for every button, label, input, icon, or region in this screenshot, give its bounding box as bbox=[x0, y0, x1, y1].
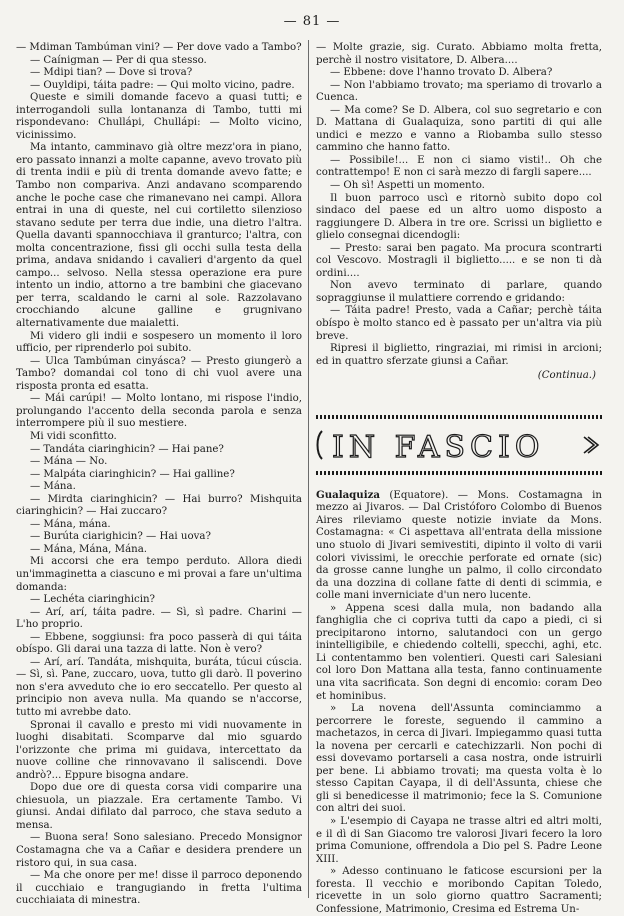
paragraph: Non avevo terminato di parlare, quando sopraggiunse il mulattiere correndo e gridando: bbox=[316, 280, 602, 304]
paragraph: Ma intanto, camminavo già oltre mezz'ora in piano, ero passato innanzi a molte capanne, avevo trovato più di trenta indii e più di trenta domande avevo fatte; e Tambo non compariva. Anzi andavano scomparendo anche le poche case che rimanevano nei campi. Allora entrai in una di queste, nel cui cortiletto silenzioso stavano sedute per terra due indie, una dietro l'altra. Quella davanti spannocchiava il granturco; l'altra, con molta concentrazione, fissi gli occhi sulla testa della prima, andava snidando i cavalieri d'argento da quel campo... selvoso. Nella stessa operazione era pure intento un indio, attorno a tre bambini che giacevano per terra, scaldando le carni al sole. Razzolavano crocchiando alcune galline e grugnivano alternativamente due maialetti. bbox=[16, 142, 302, 330]
dialogue-line: — Mána — No. bbox=[30, 456, 108, 468]
news-paragraph: » La novena dell'Assunta cominciammo a percorrere le foreste, seguendo il cammino a machetazos, in cerca di Jivari. Impiegammo quasi tutta la novena per cercarli e catechizzarli. Non pochi di essi dovevamo portarseli a casa nostra, onde istruirli per bene. Li abbiamo trovati; ma questa volta è lo stesso Capitan Cayapa, il di dell'Assunta, chiese che gli si benedicesse il matrimonio; fece la S. Comunione con altri dei suoi. bbox=[316, 703, 602, 815]
dialogue-line: — Buona sera! Sono salesiano. Precedo Monsignor Costamagna che va a Cañar e desidera prendere un ristoro qui, in sua casa. bbox=[16, 832, 302, 869]
dialogue-line: — Mdiman Tambúman vini? — Per dove vado a Tambo? bbox=[16, 42, 302, 53]
dialogue-line: — Mána, mána. bbox=[30, 518, 111, 530]
left-column bbox=[16, 42, 302, 908]
dialogue-line: — Caínigman — Per di qua stesso. bbox=[30, 54, 207, 66]
news-heading: Gualaquiza bbox=[316, 488, 380, 501]
dialogue-line: — Burúta ciarighicin? — Hai uova? bbox=[30, 531, 211, 543]
paragraph: Mi accorsi che era tempo perduto. Allora diedi un'immaginetta a ciascuno e mi provai a fare un'ultima domanda: bbox=[16, 556, 302, 593]
paragraph: Dopo due ore di questa corsa vidi comparire una chiesuola, un piazzale. Era certamente Tambo. Vi giunsi. Andai difilato dal parroco, che stava seduto a mensa. bbox=[16, 782, 302, 831]
dialogue-line: — Oh sì! Aspetti un momento. bbox=[330, 180, 485, 192]
paragraph: Queste e simili domande facevo a quasi tutti; e interrogandoli sulla lontananza di Tambo, tutti mi rispondevano: Chullápi, Chullápi: — Molto vicino, vicinissimo. bbox=[16, 92, 302, 141]
dialogue-line: — Ma che onore per me! disse il parroco deponendo il cucchiaio e trangugiando in fretta l'ultima cucchiaiata di minestra. bbox=[16, 870, 302, 907]
dialogue-line: — Táita padre! Presto, vada a Cañar; perchè táita obíspo è molto stanco ed è passato per un'altra via più breve. bbox=[316, 305, 602, 342]
column-divider bbox=[308, 40, 309, 898]
paragraph: Mi videro gli indii e sospesero un momento il loro ufficio, per riprenderlo poi subito. bbox=[16, 330, 302, 355]
dialogue-line: — Ma come? Se D. Albera, col suo segretario e con D. Mattana di Gualaquiza, sono partiti di qui alle undici e mezzo e vanno a Riobamba sullo stesso cammino che hanno fatto. bbox=[316, 104, 602, 154]
dialogue-line: — Ulca Tambúman cinyásca? — Presto giungerò a Tambo? domandai col tono di chi vuol avere una risposta pronta ed esatta. bbox=[16, 355, 302, 392]
dialogue-line: — Ebbene: dove l'hanno trovato D. Albera? bbox=[330, 67, 553, 79]
page-number: — 81 — bbox=[283, 14, 341, 29]
dialogue-line: — Tandáta ciaringhicin? — Hai pane? bbox=[30, 443, 224, 455]
news-paragraph: » L'esempio di Cayapa ne trasse altri ed altri molti, e il dì di San Giacomo tre valorosi Jivari fecero la loro prima Comunione, offrendola a Dio pel S. Padre Leone XIII. bbox=[316, 815, 602, 865]
news-lead: (Equatore). — Mons. Costamagna in mezzo ai Jivaros. — Dal Cristóforo Colombo di Buenos Aires rileviamo queste notizie inviate da Mons. Costamagna: « Ci aspettava all'entrata della missione uno stuolo di Jivari semivestiti, dipinto il volto di varii colori vivissimi, le orecchie perforate ed ornate (sic) da grosse canne lunghe un palmo, il collo circondato da una dozzina di collane fatte di denti di scimmia, e colle mani inverniciate d'un nero lucente. bbox=[316, 489, 602, 602]
section-banner bbox=[316, 411, 602, 481]
continua-note: (Continua.) bbox=[537, 370, 596, 382]
dialogue-line: — Molte grazie, sig. Curato. Abbiamo molta fretta, perchè il nostro visitatore, D. Albera.... bbox=[316, 42, 602, 66]
dialogue-line: — Mána, Mána, Mána. bbox=[30, 543, 148, 555]
news-paragraph: » Adesso continuano le faticose escursioni per la foresta. Il vecchio e moribondo Capitan Toledo, ricevette in un solo giorno quattro Sacramenti; Confessione, Matrimonio, Cresima ed Estrema Un- bbox=[316, 866, 602, 915]
paragraph: Spronai il cavallo e presto mi vidi nuovamente in luoghi disabitati. Scomparve dal mio sguardo l'orizzonte che prima mi guidava, intercettato da nuove colline che rinnovavano il saliscendi. Dove andrò?... Eppure bisogna andare. bbox=[16, 719, 302, 781]
news-item bbox=[316, 489, 602, 603]
dialogue-line: — Presto: sarai ben pagato. Ma procura scontrarti col Vescovo. Mostragli il biglietto..... e se non ti dà ordini.... bbox=[316, 242, 602, 279]
dialogue-line: — Malpáta ciaringhicin? — Hai galline? bbox=[30, 468, 235, 480]
dialogue-line: — Mdipi tian? — Dove si trova? bbox=[30, 67, 193, 79]
right-column bbox=[316, 42, 602, 916]
dialogue-line: — Non l'abbiamo trovato; ma speriamo di trovarlo a Cuenca. bbox=[316, 79, 602, 104]
dialogue-line: — Arí, arí. Tandáta, mishquita, buráta, túcui cúscia. — Sì, sì. Pane, zuccaro, uova, tutto gli darò. Il poverino non s'era avveduto che io ero seccatello. Per questo al principio non aveva nulla. Ma quando se n'accorse, tutto mi avrebbe dato. bbox=[16, 656, 302, 718]
paragraph: Il buon parroco uscì e ritornò subito dopo col sindaco del paese ed un altro uomo disposto a raggiungere D. Albera in tre ore. Scrissi un biglietto e glielo consegnai dicendogli: bbox=[316, 192, 602, 242]
paragraph: Mi vidi sconfitto. bbox=[30, 430, 117, 442]
dialogue-line: — Possibile!... E non ci siamo visti!.. Oh che contrattempo! E non ci sarà mezzo di fargli sapere.... bbox=[316, 154, 602, 179]
dialogue-line: — Ouyldipi, táita padre: — Qui molto vicino, padre. bbox=[30, 79, 295, 91]
dialogue-line: — Mirdta ciaringhicin? — Hai burro? Mishquita ciaringhicin? — Hai zuccaro? bbox=[16, 493, 302, 518]
banner-title: IN FASCIO bbox=[332, 429, 545, 465]
dialogue-line: — Mái carúpi! — Molto lontano, mi rispose l'indio, prolungando l'accento della seconda parola e senza interrompere più il suo mestiere. bbox=[16, 393, 302, 430]
dialogue-line: — Mána. bbox=[30, 481, 76, 493]
dialogue-line: — Arí, arí, táita padre. — Sì, sì padre. Charini — L'ho proprio. bbox=[16, 606, 302, 631]
dialogue-line: — Ebbene, soggiunsi: fra poco passerà di qui táita obíspo. Gli darai una tazza di latte. Non è vero? bbox=[16, 631, 302, 656]
news-paragraph: » Appena scesi dalla mula, non badando alla fanghiglia che ci copriva tutti da capo a piedi, ci si precipitarono intorno, salutandoci con un gergo inintelligibile, e chiedendo coltelli, specchi, aghi, etc. Li contentammo ben volentieri. Questi cari Salesiani col loro Don Mattana alla testa, fanno continuamente una vita sacrificata. Son degni di encomio: coram Deo et hominibus. bbox=[316, 602, 602, 702]
dialogue-line: — Lechéta ciaringhicin? bbox=[30, 594, 155, 606]
paragraph: Ripresi il biglietto, ringraziai, mi rimisi in arcioni; ed in quattro sferzate giunsi a Cañar. bbox=[316, 343, 602, 367]
banner-ornament bbox=[316, 411, 602, 481]
